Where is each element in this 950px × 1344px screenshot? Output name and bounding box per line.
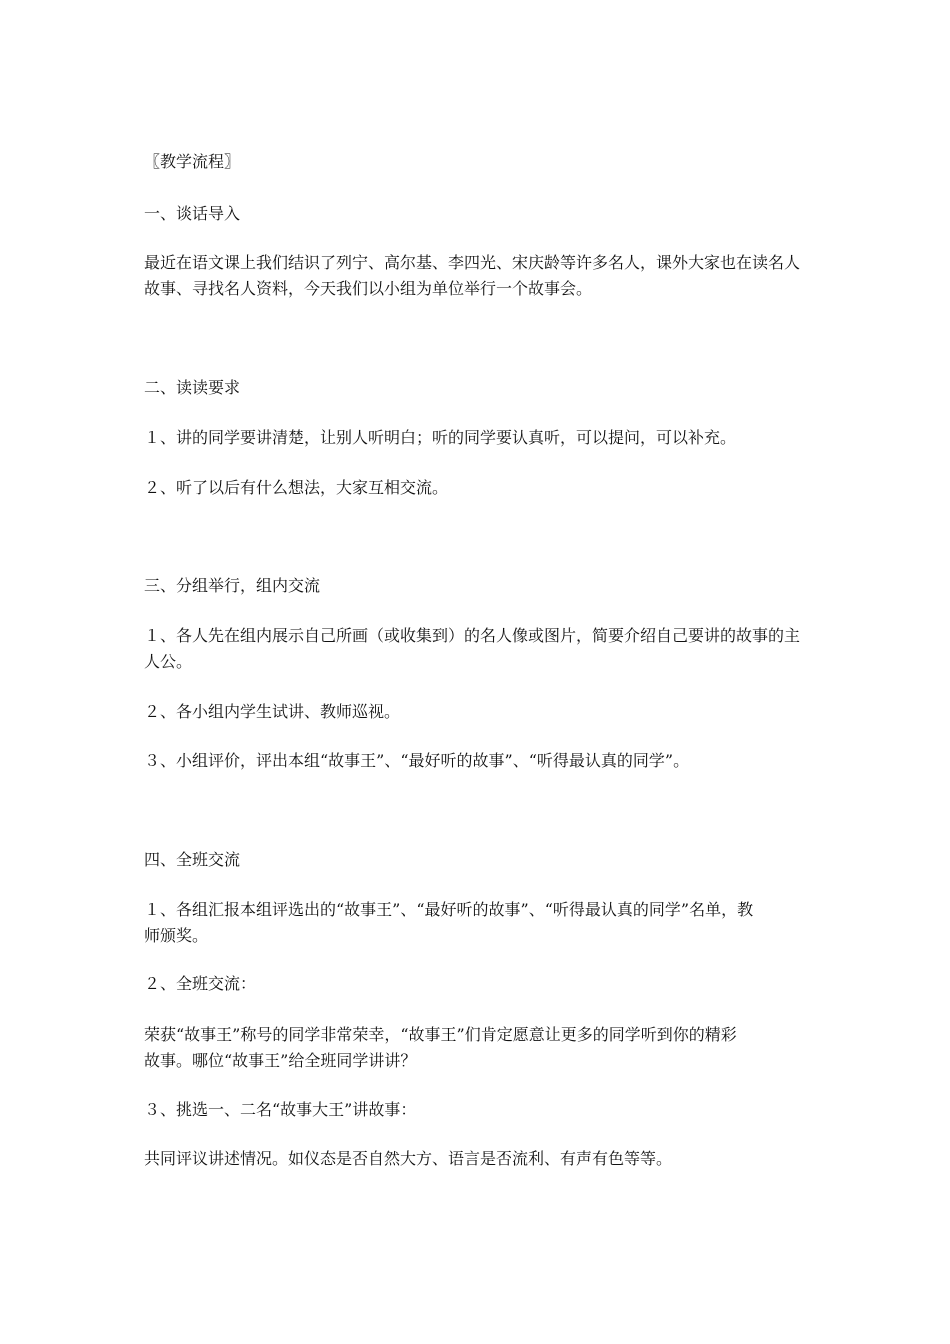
section1-intro-line2: 故事、寻找名人资料，今天我们以小组为单位举行一个故事会。 [144,279,593,298]
section4-heading: 四、全班交流 [144,850,241,869]
section4-item3-text: 共同评议讲述情况。如仪态是否自然大方、语言是否流利、有声有色等等。 [144,1149,673,1168]
section3-item3: ３、小组评价，评出本组“故事王”、“最好听的故事”、“听得最认真的同学”。 [144,751,690,770]
document-title: 〖教学流程〗 [144,152,241,171]
section3-item1-line1: １、各人先在组内展示自己所画（或收集到）的名人像或图片，简要介绍自己要讲的故事的主 [144,626,801,645]
section3-item2: ２、各小组内学生试讲、教师巡视。 [144,702,401,721]
section4-item1-line2: 师颁奖。 [144,926,209,945]
section3-item1-line2: 人公。 [144,652,193,671]
section2-item2: ２、听了以后有什么想法，大家互相交流。 [144,478,449,497]
section3-heading: 三、分组举行，组内交流 [144,576,321,595]
section1-intro-line1: 最近在语文课上我们结识了列宁、高尔基、李四光、宋庆龄等许多名人，课外大家也在读名人 [144,253,801,272]
section4-item2-text-line2: 故事。哪位“故事王”给全班同学讲讲？ [144,1051,417,1070]
section2-heading: 二、读读要求 [144,378,241,397]
section4-item1-line1: １、各组汇报本组评选出的“故事王”、“最好听的故事”、“听得最认真的同学”名单，教 [144,900,754,919]
section2-item1: １、讲的同学要讲清楚，让别人听明白；听的同学要认真听，可以提问，可以补充。 [144,428,737,447]
section1-heading: 一、谈话导入 [144,204,241,223]
section4-item3: ３、挑选一、二名“故事大王”讲故事： [144,1100,417,1119]
section4-item2: ２、全班交流： [144,974,257,993]
section4-item2-text-line1: 荣获“故事王”称号的同学非常荣幸，“故事王”们肯定愿意让更多的同学听到你的精彩 [144,1025,737,1044]
